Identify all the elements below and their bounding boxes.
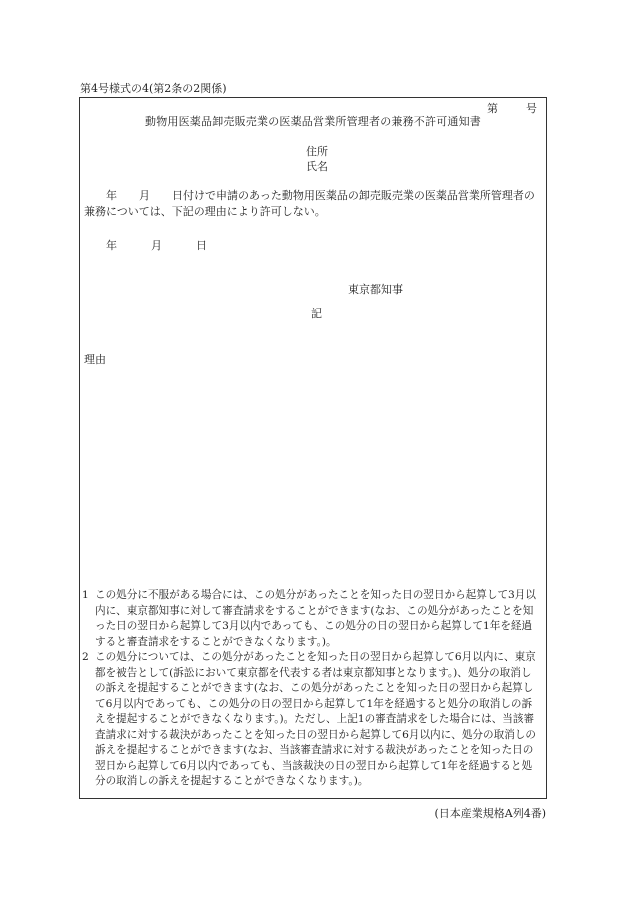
note-number: 2 bbox=[82, 651, 89, 663]
note-text: この処分に不服がある場合には、この処分があったことを知った日の翌日から起算して3月以内に、東京都知事に対して審査請求をすることができます(なお、この処分があったことを知った日の翌日から起算して3月以内であっても、この処分の日の翌日から起算して1年を経過すると審査請求をすることができなくなります。)。 bbox=[95, 589, 536, 648]
document-number-suffix: 号 bbox=[526, 102, 537, 115]
document-number-prefix: 第 bbox=[487, 102, 498, 115]
note-item bbox=[82, 588, 542, 650]
reason-label: 理由 bbox=[84, 353, 106, 366]
address-label: 住所 bbox=[306, 145, 328, 158]
issuer: 東京都知事 bbox=[348, 283, 403, 296]
notes-list bbox=[82, 588, 542, 790]
date-year: 年 bbox=[106, 239, 117, 252]
note-text: この処分については、この処分があったことを知った日の翌日から起算して6月以内に、東京都を被告として(訴訟において東京都を代表する者は東京都知事となります。)、処分の取消しの訴えを提起することができます(なお、この処分があったことを知った日の翌日から起算して6月以内であっても、この処分の日の翌日から起算して1年を経過すると処分の取消しの訴えを提起することができなくなります。)。ただし、上記1の審査請求をした場合には、当該審査請求に対する裁決があったことを知った日の翌日から起算して6月以内に、処分の取消しの訴えを提起することができます(なお、当該審査請求に対する裁決があったことを知った日の翌日から起算して6月以内であっても、当該裁決の日の翌日から起算して1年を経過すると処分の取消しの訴えを提起することができなくなります。)。 bbox=[95, 651, 536, 787]
paper-size-note: (日本産業規格A列4番) bbox=[434, 807, 546, 820]
date-day: 日 bbox=[196, 239, 207, 252]
date-month: 月 bbox=[151, 239, 162, 252]
recipient-block bbox=[306, 144, 328, 174]
name-label: 氏名 bbox=[306, 160, 328, 173]
document-frame bbox=[79, 97, 547, 799]
form-label: 第4号様式の4(第2条の2関係) bbox=[80, 82, 227, 95]
body-text: 年 月 日付けで申請のあった動物用医薬品の卸売販売業の医薬品営業所管理者の兼務については、下記の理由により許可しない。 bbox=[84, 189, 535, 218]
note-item bbox=[82, 650, 542, 790]
note-number: 1 bbox=[82, 589, 89, 601]
issue-date bbox=[106, 237, 207, 253]
document-title: 動物用医薬品卸売販売業の医薬品営業所管理者の兼務不許可通知書 bbox=[145, 115, 481, 128]
ki-heading: 記 bbox=[311, 307, 322, 320]
